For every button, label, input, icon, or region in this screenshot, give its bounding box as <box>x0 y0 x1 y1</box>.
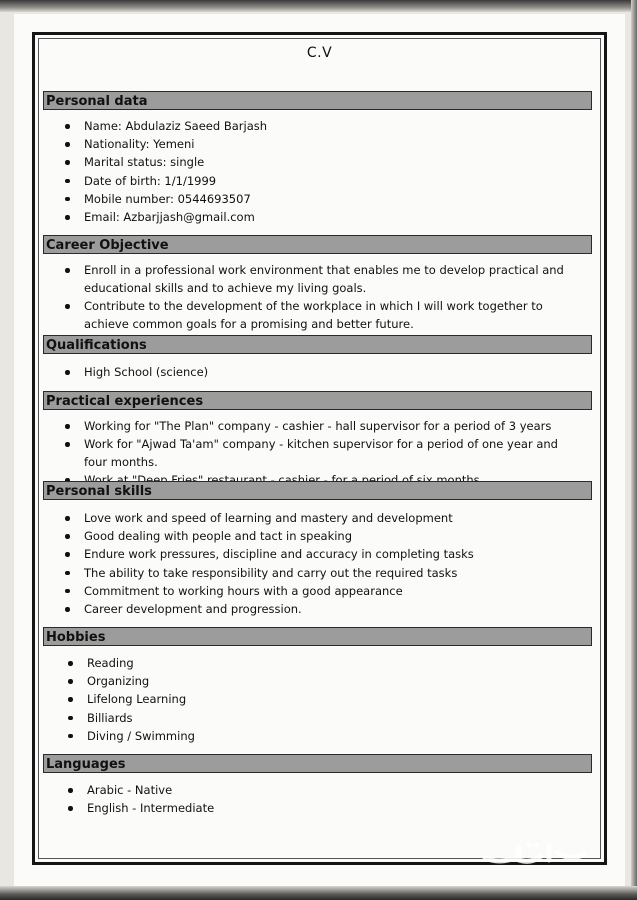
cv-sheet <box>14 14 625 886</box>
list-item: Billiards <box>85 709 195 727</box>
section-header-personal-data: Personal data <box>43 91 592 110</box>
list-item: Endure work pressures, discipline and accuracy in completing tasks <box>82 545 474 563</box>
list-item: Good dealing with people and tact in speaking <box>82 527 474 545</box>
list-item: Career development and progression. <box>82 600 474 618</box>
personal-data-list <box>82 117 267 226</box>
list-item: Lifelong Learning <box>85 690 195 708</box>
hobbies-list <box>85 654 195 745</box>
section-header-languages: Languages <box>43 754 592 773</box>
list-item: Working for "The Plan" company - cashier - hall supervisor for a period of 3 years <box>82 417 582 435</box>
list-item: High School (science) <box>82 363 208 381</box>
list-item: Commitment to working hours with a good appearance <box>82 582 474 600</box>
languages-list <box>85 781 214 817</box>
photo-edge-bottom <box>0 886 637 900</box>
list-item: Love work and speed of learning and mastery and development <box>82 509 474 527</box>
list-item: Email: Azbarjjash@gmail.com <box>82 208 267 226</box>
practical-experiences-list <box>82 417 582 489</box>
section-header-career-objective: Career Objective <box>43 235 592 254</box>
list-item: English - Intermediate <box>85 799 214 817</box>
section-header-hobbies: Hobbies <box>43 627 592 646</box>
list-item: Enroll in a professional work environment that enables me to develop practical and educational skills and to achieve my living goals. <box>82 261 582 297</box>
list-item: The ability to take responsibility and carry out the required tasks <box>82 564 474 582</box>
list-item: Nationality: Yemeni <box>82 135 267 153</box>
section-header-personal-skills: Personal skills <box>43 481 592 500</box>
section-header-qualifications: Qualifications <box>43 335 592 354</box>
career-objective-list <box>82 261 582 333</box>
qualifications-list <box>82 363 208 381</box>
list-item: Date of birth: 1/1/1999 <box>82 172 267 190</box>
document-title: C.V <box>306 45 333 61</box>
list-item: Work at "Deep Fries" restaurant - cashier - for a period of six months. <box>82 471 582 489</box>
list-item: Organizing <box>85 672 195 690</box>
photo-edge-right <box>631 0 637 900</box>
personal-skills-list <box>82 509 474 618</box>
list-item: Work for "Ajwad Ta'am" company - kitchen supervisor for a period of one year and four months. <box>82 435 582 471</box>
list-item: Marital status: single <box>82 153 267 171</box>
list-item: Contribute to the development of the workplace in which I will work together to achieve common goals for a promising and better future. <box>82 297 582 333</box>
page-frame <box>32 32 607 865</box>
photo-edge-top <box>0 0 637 12</box>
list-item: Diving / Swimming <box>85 727 195 745</box>
section-header-practical-experiences: Practical experiences <box>43 391 592 410</box>
list-item: Name: Abdulaziz Saeed Barjash <box>82 117 267 135</box>
list-item: Arabic - Native <box>85 781 214 799</box>
list-item: Mobile number: 0544693507 <box>82 190 267 208</box>
list-item: Reading <box>85 654 195 672</box>
watermark-logo-icon <box>479 838 591 868</box>
